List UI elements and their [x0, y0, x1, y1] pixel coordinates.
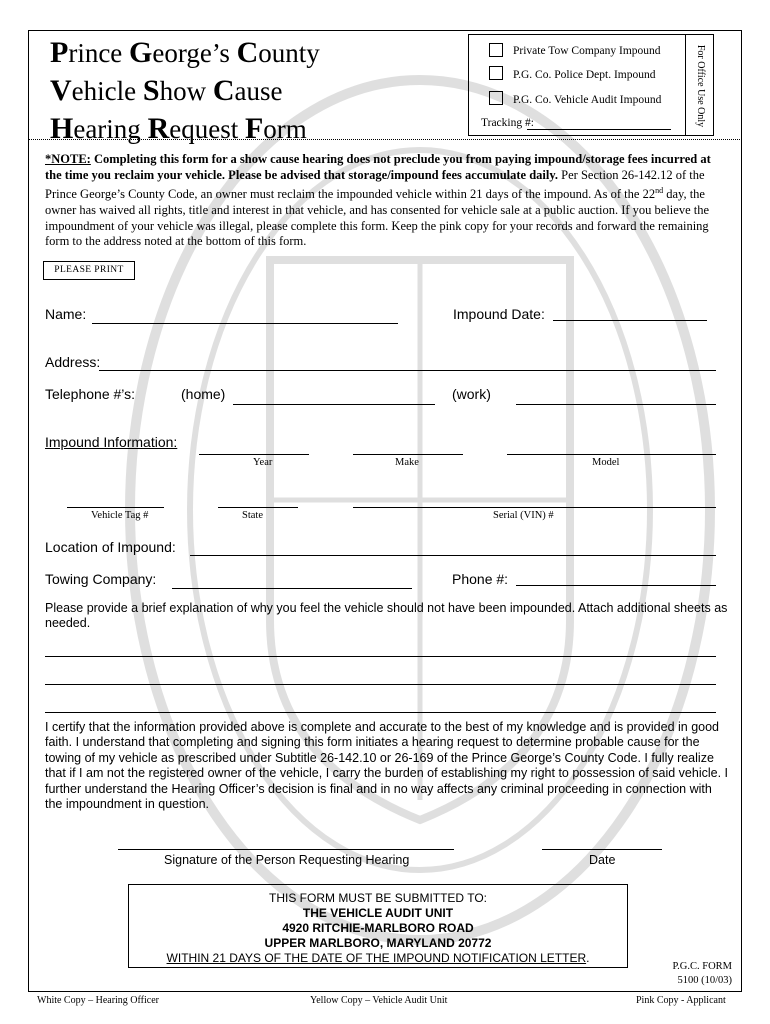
explanation-prompt: Please provide a brief explanation of why you feel the vehicle should not have been impounded. Attach additional sheets as needed.	[45, 601, 728, 631]
title-word: ause	[234, 76, 283, 106]
note-bold: Completing this form for a show cause hearing does not preclude you from paying impound/storage fees incurred at the time you reclaim your vehicle. Please be advised that storage/impound fees accumulate daily.	[45, 152, 711, 182]
name-field[interactable]	[92, 323, 398, 324]
telephone-label: Telephone #’s:	[45, 386, 136, 402]
office-use-side	[686, 34, 714, 136]
make-field[interactable]	[353, 454, 463, 455]
title-capital: C	[236, 36, 259, 69]
title-word: ehicle	[71, 76, 143, 106]
submit-deadline: WITHIN 21 DAYS OF THE DATE OF THE IMPOUND NOTIFICATION LETTER.	[166, 951, 590, 965]
impound-info-label: Impound Information:	[45, 434, 178, 450]
year-field[interactable]	[199, 454, 309, 455]
home-phone-label: (home)	[181, 386, 226, 402]
police-impound-checkbox[interactable]	[489, 66, 503, 80]
form-number-line-1: P.G.C. FORM	[672, 961, 732, 972]
serial-field[interactable]	[353, 507, 716, 508]
note-lead: *NOTE:	[45, 152, 91, 166]
certification-paragraph: I certify that the information provided above is complete and accurate to the best of my knowledge and is provided in good faith. I understand that completing and signing this form initiates a hearing request to determine probable cause for the towing of my vehicle as prescribed under Subtitle 26-142.10 or 26-169 of the Prince George’s County Code. I fully realize that if I am not the registered owner of the vehicle, I carry the burden of establishing my right to possession of said vehicle. I further understand the Hearing Officer’s decision is final and in no way affects any criminal proceeding in connection with the impoundment in question.	[45, 720, 728, 812]
title-word: orm	[263, 114, 307, 144]
header-divider	[28, 139, 742, 140]
note-paragraph	[45, 152, 725, 250]
title-word: eorge’s	[152, 38, 237, 68]
audit-impound-label: P.G. Co. Vehicle Audit Impound	[513, 94, 662, 106]
signature-field[interactable]	[118, 849, 454, 850]
footer-yellow-copy: Yellow Copy – Vehicle Audit Unit	[310, 995, 448, 1006]
explanation-line-2[interactable]	[45, 684, 716, 685]
phone-field[interactable]	[516, 585, 716, 586]
impound-date-field[interactable]	[553, 320, 707, 321]
state-field[interactable]	[218, 507, 298, 508]
private-tow-checkbox[interactable]	[489, 43, 503, 57]
address-field[interactable]	[99, 370, 716, 371]
date-caption: Date	[589, 853, 616, 867]
location-field[interactable]	[190, 555, 716, 556]
title-word: ounty	[258, 38, 320, 68]
home-phone-field[interactable]	[233, 404, 435, 405]
date-field[interactable]	[542, 849, 662, 850]
title-capital: R	[147, 112, 170, 145]
work-phone-label: (work)	[452, 386, 491, 402]
title-capital: P	[50, 36, 69, 69]
title-capital: F	[244, 112, 264, 145]
title-word: equest	[169, 114, 245, 144]
towing-company-field[interactable]	[172, 588, 412, 589]
explanation-line-3[interactable]	[45, 712, 716, 713]
title-word: earing	[73, 114, 148, 144]
work-phone-field[interactable]	[516, 404, 716, 405]
tracking-field[interactable]	[527, 129, 671, 130]
please-print-box: PLEASE PRINT	[43, 261, 135, 280]
title-line-3	[50, 110, 320, 148]
vehicle-tag-caption: Vehicle Tag #	[91, 510, 149, 521]
office-use-box	[468, 34, 686, 136]
location-label: Location of Impound:	[45, 539, 176, 555]
submit-city: UPPER MARLBORO, MARYLAND 20772	[264, 936, 492, 950]
towing-company-label: Towing Company:	[45, 571, 157, 587]
audit-impound-checkbox[interactable]	[489, 91, 503, 105]
title-capital: H	[50, 112, 74, 145]
signature-caption: Signature of the Person Requesting Hearing	[164, 853, 410, 867]
model-caption: Model	[592, 457, 620, 468]
state-caption: State	[242, 510, 263, 521]
title-capital: S	[142, 74, 160, 107]
form-number-line-2: 5100 (10/03)	[677, 975, 732, 986]
footer-pink-copy: Pink Copy - Applicant	[636, 995, 726, 1006]
note-text-2: day, the owner has waived all rights, title and interest in that vehicle, and has consented for vehicle sale at a public auction. If you believe the impoundment of your vehicle was illegal, please complete this form. Keep the pink copy for your records and forward the remaining form to the address noted at the bottom of this form.	[45, 187, 710, 249]
impound-date-label: Impound Date:	[453, 306, 545, 322]
title-line-2	[50, 72, 320, 110]
note-text-1: Per Section 26-142.12 of the Prince George’s County Code, an owner must reclaim the impounded vehicle within 21 days of the impound. As of the 22	[45, 167, 705, 202]
form-number	[640, 960, 732, 988]
submit-street: 4920 RITCHIE-MARLBORO ROAD	[282, 921, 474, 935]
title-word: rince	[68, 38, 130, 68]
vehicle-tag-field[interactable]	[67, 507, 164, 508]
police-impound-label: P.G. Co. Police Dept. Impound	[513, 69, 656, 81]
name-label: Name:	[45, 306, 87, 322]
address-label: Address:	[45, 354, 101, 370]
submit-heading: THIS FORM MUST BE SUBMITTED TO:	[268, 891, 487, 905]
title-word: how	[159, 76, 213, 106]
form-title	[50, 34, 320, 148]
private-tow-label: Private Tow Company Impound	[513, 45, 661, 57]
tracking-label: Tracking #:	[481, 117, 534, 129]
serial-caption: Serial (VIN) #	[493, 510, 554, 521]
title-capital: G	[129, 36, 153, 69]
phone-label: Phone #:	[452, 571, 509, 587]
year-caption: Year	[253, 457, 273, 468]
title-capital: C	[212, 74, 235, 107]
footer-white-copy: White Copy – Hearing Officer	[37, 995, 159, 1006]
note-superscript: nd	[655, 186, 664, 196]
submit-unit: THE VEHICLE AUDIT UNIT	[302, 906, 454, 920]
title-line-1	[50, 34, 320, 72]
title-capital: V	[50, 74, 72, 107]
office-use-label: For Office Use Only	[695, 44, 706, 128]
make-caption: Make	[395, 457, 419, 468]
submit-deadline-text: WITHIN 21 DAYS OF THE DATE OF THE IMPOUND NOTIFICATION LETTER	[166, 951, 587, 965]
explanation-line-1[interactable]	[45, 656, 716, 657]
model-field[interactable]	[507, 454, 716, 455]
submission-address-box	[128, 884, 628, 968]
